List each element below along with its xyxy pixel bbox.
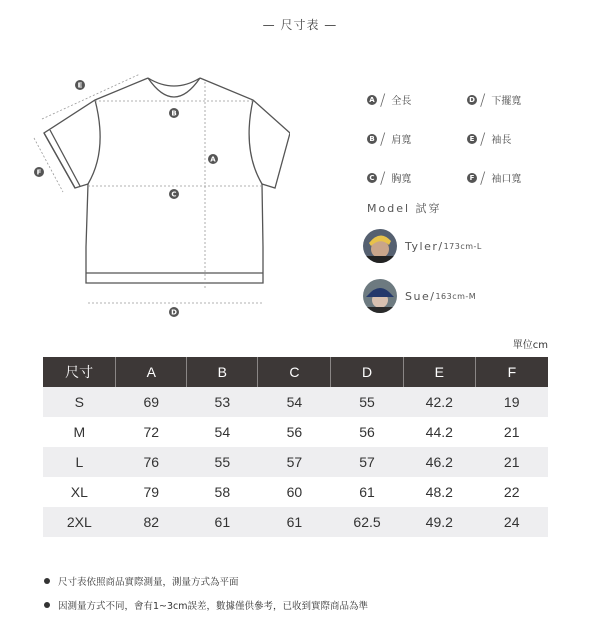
measurement-cell: 60 [286,484,303,500]
note-text: 因測量方式不同，會有1~3cm誤差，數據僅供參考，已收到實際商品為準 [58,601,369,612]
legend-label: 胸寬 [391,174,412,185]
header-c: C [258,357,331,387]
measurement-cell: 55 [331,387,403,417]
avatar [363,279,397,313]
measurement-cell: 53 [187,387,258,417]
header-size: 尺寸 [43,357,116,387]
model-sue [363,279,476,313]
measurement-cell: 56 [359,424,375,440]
size-cell: XL [70,484,88,500]
tshirt-diagram [30,60,290,320]
avatar [363,229,397,263]
table-row [43,507,548,537]
note-item [44,574,368,588]
measurement-cell: 61 [258,507,331,537]
size-cell: S [43,387,116,417]
legend-item: B / 肩寬 [367,129,467,148]
measurement-cell: 21 [503,424,520,440]
diagram-label-d: D [171,308,177,317]
measurement-cell: 76 [116,447,187,477]
model-detail: 173cm-L [443,241,482,251]
measurement-cell: 69 [116,387,187,417]
measurement-cell: 58 [214,484,231,500]
legend-item: E / 袖長 [467,129,567,148]
table-header-row [43,357,548,387]
legend-item: F / 袖口寬 [467,168,567,187]
measurement-cell: 54 [258,387,331,417]
size-cell: L [43,447,116,477]
measurement-cell: 56 [286,424,303,440]
legend-item: C / 胸寬 [367,168,467,187]
measurement-cell: 62.5 [331,507,403,537]
size-cell: M [73,424,86,440]
model-name: Tyler/ [405,239,444,253]
diagram-label-e: E [77,81,83,90]
measurement-cell: 49.2 [403,507,475,537]
measurement-cell: 44.2 [425,424,453,440]
measurement-cell: 82 [116,507,187,537]
page-title: — 尺寸表 — [262,18,338,32]
header-d: D [331,357,403,387]
table-row [43,447,548,477]
legend-item: D / 下擺寬 [467,90,567,109]
legend-label: 下擺寬 [491,96,522,107]
legend-label: 肩寬 [391,135,412,146]
legend-badge: E [467,134,477,144]
model-detail: 163cm-M [435,291,477,301]
measurement-legend [367,90,567,187]
notes [44,574,368,612]
note-text: 尺寸表依照商品實際測量，測量方式為平面 [58,577,239,588]
measurement-cell: 61 [187,507,258,537]
table-row [43,477,548,507]
bullet-icon [44,578,50,584]
measurement-cell: 46.2 [403,447,475,477]
header-a: A [116,357,187,387]
legend-badge: B [367,134,377,144]
measurement-cell: 21 [475,447,548,477]
table-row [43,387,548,417]
measurement-cell: 79 [143,484,160,500]
measurement-cell: 24 [475,507,548,537]
diagram-label-f: F [36,168,42,177]
legend-item: A / 全長 [367,90,467,109]
model-section-title: Model 試穿 [367,202,442,215]
legend-label: 袖長 [491,135,512,146]
measurement-cell: 57 [331,447,403,477]
size-cell: 2XL [43,507,116,537]
note-item [44,598,368,612]
header-e: E [403,357,475,387]
bullet-icon [44,602,50,608]
legend-badge: A [367,95,377,105]
model-tyler [363,229,482,263]
diagram-label-c: C [171,190,177,199]
measurement-cell: 22 [503,484,520,500]
measurement-cell: 48.2 [425,484,453,500]
measurement-cell: 19 [475,387,548,417]
measurement-cell: 54 [214,424,231,440]
legend-badge: D [467,95,477,105]
measurement-cell: 55 [187,447,258,477]
legend-label: 全長 [391,96,412,107]
unit-label: 單位cm [512,340,548,351]
measurement-cell: 61 [359,484,375,500]
diagram-label-a: A [210,155,216,164]
legend-badge: C [367,173,377,183]
size-table [43,357,548,537]
table-row [43,417,548,447]
diagram-label-b: B [171,109,177,118]
model-name: Sue/ [405,289,436,303]
legend-badge: F [467,173,477,183]
header-f: F [475,357,548,387]
legend-label: 袖口寬 [491,174,522,185]
measurement-cell: 72 [143,424,160,440]
measurement-cell: 57 [258,447,331,477]
measurement-cell: 42.2 [403,387,475,417]
header-b: B [187,357,258,387]
